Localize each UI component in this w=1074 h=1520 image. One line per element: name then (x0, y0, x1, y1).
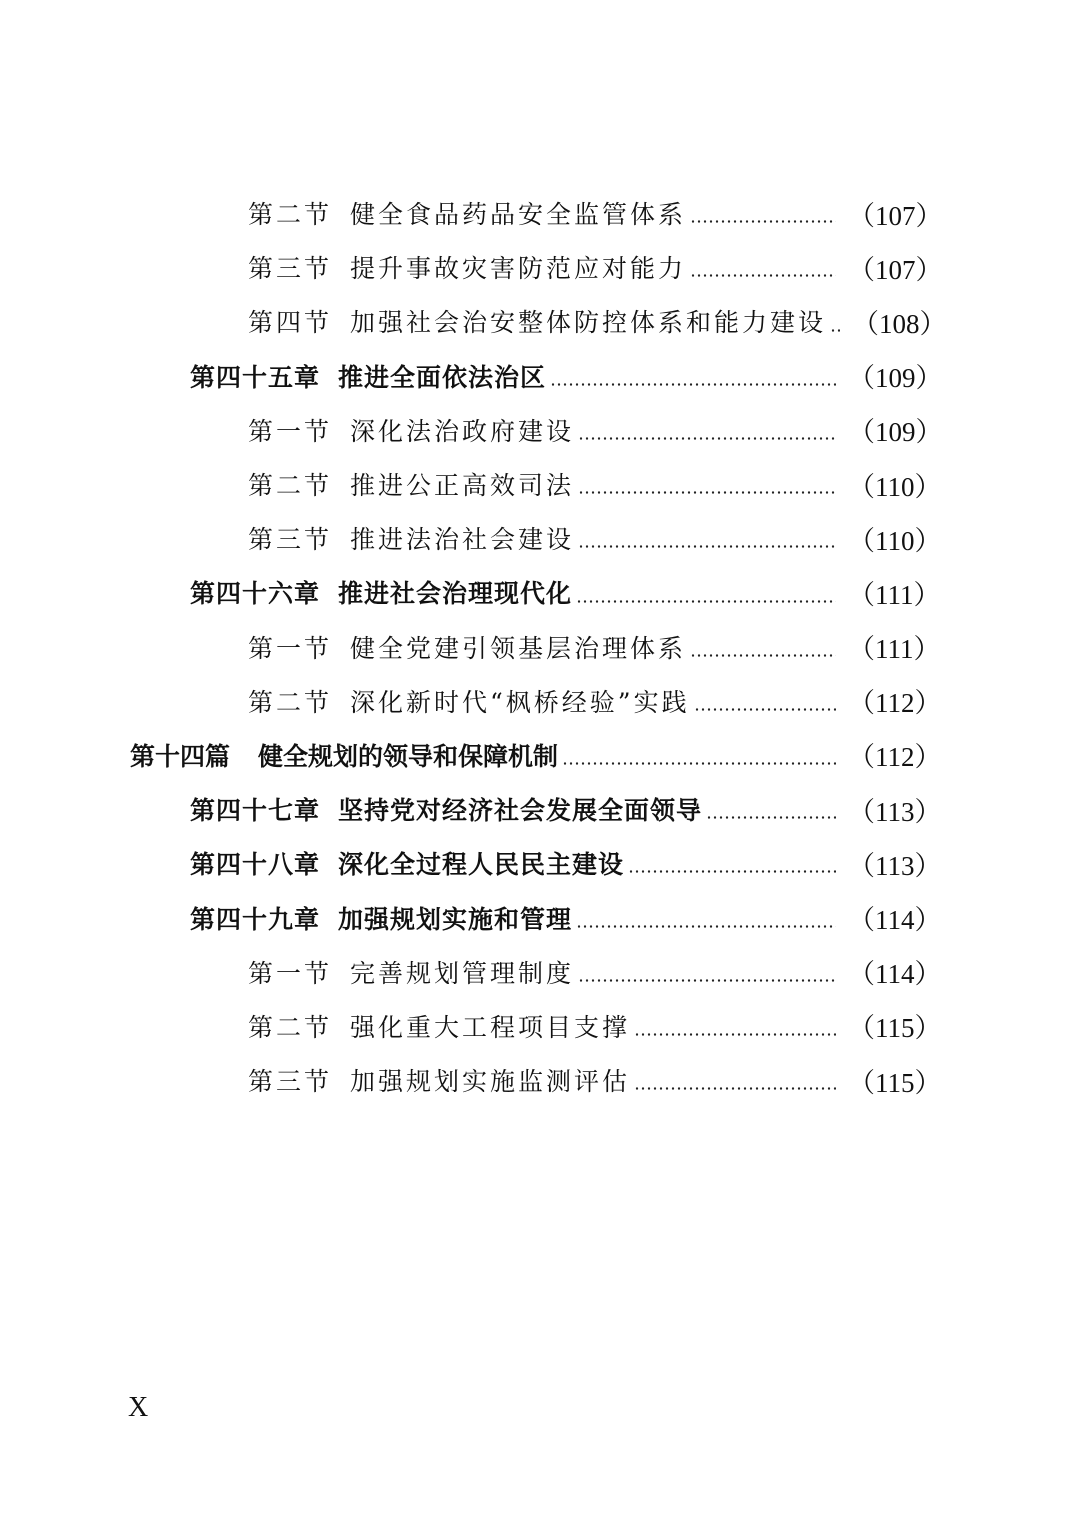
toc-entry-label: 第三节 (248, 254, 333, 284)
toc-entry-title: 深化全过程人民民主建设 (338, 850, 625, 880)
dot-leader (578, 437, 836, 440)
toc-entry-title: 健全党建引领基层治理体系 (350, 633, 687, 663)
toc-entry-title: 推进法治社会建设 (350, 525, 575, 555)
toc-entry-section[interactable] (0, 1053, 1074, 1107)
toc-entry-section[interactable] (0, 457, 1074, 511)
toc-entry-label: 第二节 (248, 200, 333, 230)
toc-entry-label: 第一节 (248, 958, 333, 988)
toc-entry-label: 第十四篇 (130, 741, 231, 771)
toc-entry-page-number: （111） (848, 634, 941, 665)
toc-entry-label: 第四节 (248, 308, 333, 338)
toc-entry-page-number: （109） (848, 363, 943, 394)
toc-entry-part[interactable] (0, 728, 1074, 782)
toc-entry-page-number: （114） (848, 959, 942, 990)
toc-entry-title: 加强规划实施和管理 (338, 904, 573, 934)
dot-leader (578, 491, 836, 494)
toc-entry-section[interactable] (0, 945, 1074, 999)
toc-entry-page-number: （109） (848, 417, 943, 448)
dot-leader (706, 816, 836, 819)
toc-entry-section[interactable] (0, 294, 1074, 348)
toc-entry-label: 第二节 (248, 687, 333, 717)
toc-entry-page-number: （110） (848, 525, 942, 556)
toc-entry-title: 健全规划的领导和保障机制 (258, 741, 559, 771)
toc-entry-chapter[interactable] (0, 890, 1074, 944)
toc-entry-label: 第四十五章 (190, 362, 321, 392)
toc-entry-page-number: （111） (848, 579, 941, 610)
toc-entry-section[interactable] (0, 511, 1074, 565)
toc-entry-page-number: （114） (848, 905, 942, 936)
toc-entry-label: 第一节 (248, 633, 333, 663)
toc-entry-page-number: （112） (848, 688, 942, 719)
toc-entry-title: 提升事故灾害防范应对能力 (350, 254, 687, 284)
dot-leader (830, 329, 840, 332)
toc-entry-title: 推进全面依法治区 (338, 362, 547, 392)
toc-entry-title: 加强规划实施监测评估 (350, 1067, 631, 1097)
toc-entry-chapter[interactable] (0, 782, 1074, 836)
toc-entry-title: 坚持党对经济社会发展全面领导 (338, 796, 703, 826)
table-of-contents (0, 186, 1074, 1107)
toc-entry-label: 第二节 (248, 1012, 333, 1042)
dot-leader (578, 979, 836, 982)
toc-entry-section[interactable] (0, 403, 1074, 457)
toc-entry-section[interactable] (0, 240, 1074, 294)
toc-entry-title: 完善规划管理制度 (350, 958, 575, 988)
dot-leader (690, 220, 836, 223)
dot-leader (550, 383, 836, 386)
toc-entry-chapter[interactable] (0, 836, 1074, 890)
toc-entry-section[interactable] (0, 620, 1074, 674)
dot-leader (690, 274, 836, 277)
dot-leader (578, 545, 836, 548)
toc-entry-label: 第三节 (248, 525, 333, 555)
toc-entry-label: 第四十六章 (190, 579, 321, 609)
toc-entry-label: 第三节 (248, 1067, 333, 1097)
dot-leader (576, 600, 836, 603)
toc-entry-title: 深化新时代“枫桥经验”实践 (350, 687, 690, 717)
toc-entry-page-number: （108） (852, 308, 947, 339)
toc-entry-page-number: （115） (848, 1067, 942, 1098)
dot-leader (634, 1033, 836, 1036)
toc-entry-title: 推进公正高效司法 (350, 471, 575, 501)
toc-entry-section[interactable] (0, 674, 1074, 728)
dot-leader (690, 654, 836, 657)
toc-entry-page-number: （110） (848, 471, 942, 502)
toc-entry-chapter[interactable] (0, 565, 1074, 619)
toc-entry-title: 加强社会治安整体防控体系和能力建设 (350, 308, 827, 338)
page-number: X (128, 1392, 149, 1423)
toc-entry-page-number: （113） (848, 850, 942, 881)
toc-entry-title: 深化法治政府建设 (350, 416, 575, 446)
dot-leader (628, 870, 836, 873)
dot-leader (634, 1087, 836, 1090)
toc-entry-label: 第一节 (248, 416, 333, 446)
toc-entry-page-number: （115） (848, 1013, 942, 1044)
dot-leader (562, 762, 836, 765)
dot-leader (576, 925, 836, 928)
toc-entry-title: 健全食品药品安全监管体系 (350, 200, 687, 230)
toc-entry-title: 推进社会治理现代化 (338, 579, 573, 609)
toc-entry-section[interactable] (0, 186, 1074, 240)
toc-entry-chapter[interactable] (0, 349, 1074, 403)
toc-entry-label: 第四十八章 (190, 850, 321, 880)
dot-leader (694, 708, 836, 711)
toc-entry-page-number: （112） (848, 742, 942, 773)
toc-entry-label: 第四十九章 (190, 904, 321, 934)
toc-entry-section[interactable] (0, 999, 1074, 1053)
toc-entry-title: 强化重大工程项目支撑 (350, 1012, 631, 1042)
toc-entry-page-number: （107） (848, 254, 943, 285)
toc-entry-label: 第二节 (248, 471, 333, 501)
toc-entry-page-number: （113） (848, 796, 942, 827)
toc-entry-page-number: （107） (848, 200, 943, 231)
toc-entry-label: 第四十七章 (190, 796, 321, 826)
